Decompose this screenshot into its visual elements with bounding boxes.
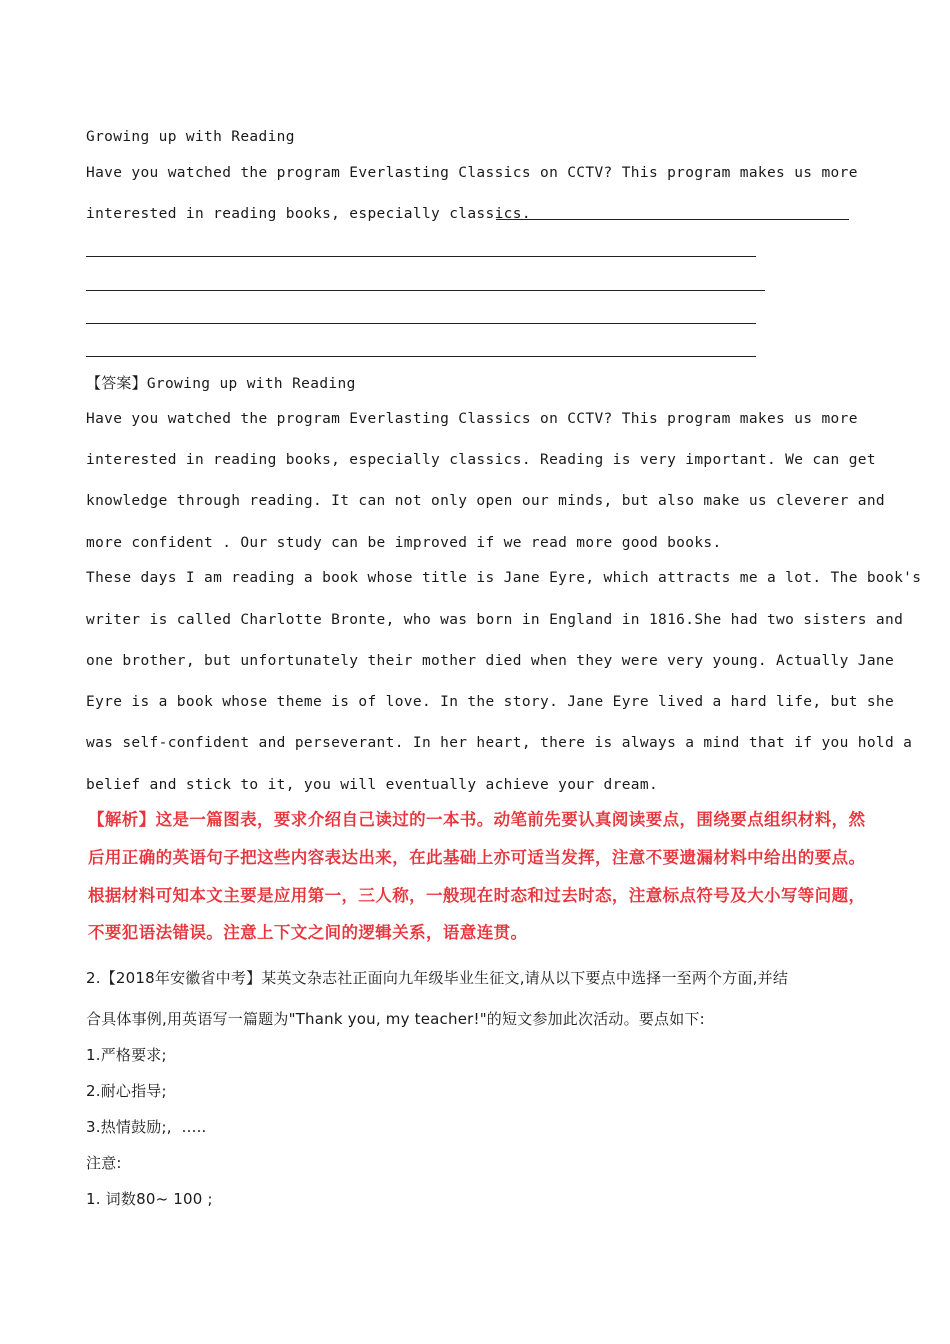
answer-line: was self-confident and perseverant. In her heart, there is always a mind that if you hold a <box>86 735 913 751</box>
answer-title: Growing up with Reading <box>146 376 356 392</box>
question2-point-2: 2.耐心指导; <box>86 1082 167 1100</box>
question2-note-1: 1. 词数80~ 100 ; <box>86 1190 213 1208</box>
answer-line: one brother, but unfortunately their mother died when they were very young. Actually Jane <box>86 653 895 669</box>
analysis-line: 【解析】这是一篇图表，要求介绍自己读过的一本书。动笔前先要认真阅读要点，围绕要点组织材料，然 <box>88 810 866 829</box>
question-title: Growing up with Reading <box>86 129 295 145</box>
question2-point-3: 3.热情鼓励;, ..... <box>86 1118 207 1136</box>
question2-note-label: 注意: <box>86 1154 122 1172</box>
answer-heading <box>86 373 356 394</box>
answer-line: interested in reading books, especially classics. Reading is very important. We can get <box>86 452 876 468</box>
answer-blank-line <box>86 323 756 324</box>
answer-line: knowledge through reading. It can not only open our minds, but also make us cleverer and <box>86 493 886 509</box>
answer-blank-line <box>86 356 756 357</box>
question-prompt-line-1: Have you watched the program Everlasting Classics on CCTV? This program makes us more <box>86 165 858 181</box>
answer-line: writer is called Charlotte Bronte, who was born in England in 1816.She had two sisters and <box>86 612 904 628</box>
analysis-line: 后用正确的英语句子把这些内容表达出来，在此基础上亦可适当发挥，注意不要遗漏材料中给出的要点。 <box>88 848 866 867</box>
answer-blank-line <box>496 219 849 220</box>
question2-line-1: 2.【2018年安徽省中考】某英文杂志社正面向九年级毕业生征文,请从以下要点中选择一至两个方面,并结 <box>86 969 789 987</box>
answer-blank-line <box>86 290 765 291</box>
answer-line: belief and stick to it, you will eventually achieve your dream. <box>86 777 659 793</box>
answer-label: 【答案】 <box>86 374 147 392</box>
answer-line: These days I am reading a book whose title is Jane Eyre, which attracts me a lot. The book's <box>86 570 922 586</box>
question-prompt-line-2: interested in reading books, especially classics. <box>86 206 531 222</box>
question2-line-2: 合具体事例,用英语写一篇题为"Thank you, my teacher!"的短文参加此次活动。要点如下: <box>86 1010 705 1028</box>
answer-line: Have you watched the program Everlasting Classics on CCTV? This program makes us more <box>86 411 858 427</box>
answer-line: Eyre is a book whose theme is of love. In the story. Jane Eyre lived a hard life, but she <box>86 694 895 710</box>
answer-blank-line <box>86 256 756 257</box>
analysis-line: 不要犯语法错误。注意上下文之间的逻辑关系，语意连贯。 <box>88 923 528 942</box>
analysis-line: 根据材料可知本文主要是应用第一，三人称，一般现在时态和过去时态，注意标点符号及大小写等问题， <box>88 886 866 905</box>
answer-line: more confident . Our study can be improved if we read more good books. <box>86 535 722 551</box>
question2-point-1: 1.严格要求; <box>86 1046 167 1064</box>
